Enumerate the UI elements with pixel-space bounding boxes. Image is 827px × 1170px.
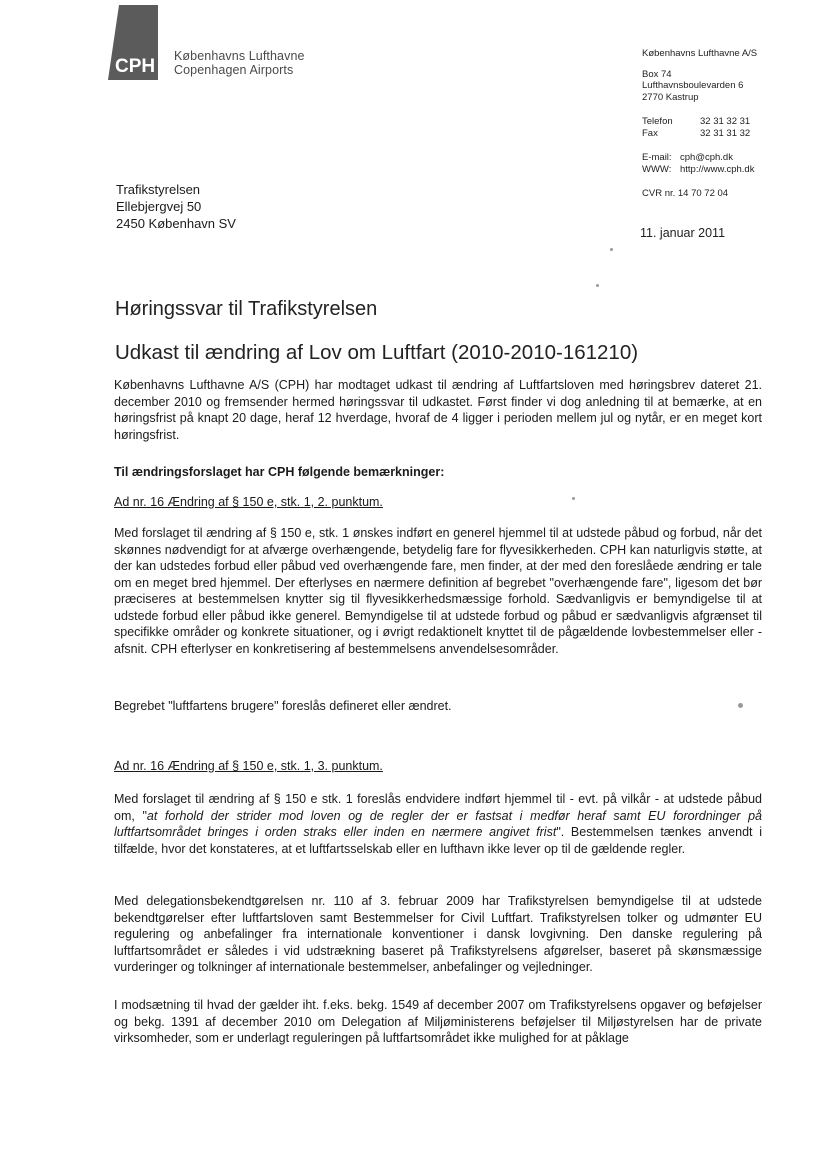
email-address: cph@cph.dk (680, 152, 733, 163)
section-2-text-b: ". Bestemmelsen tænkes anvendt i tilfælde, hvor det konstateres, at et luftfartsselskab eller en lufthavn ikke lever op til de gældende regler. (114, 825, 762, 856)
sender-fax-row (642, 128, 757, 140)
section-1-note: Begrebet "luftfartens brugere" foreslås defineret eller ændret. (114, 699, 452, 713)
section-2-quote: at forhold der strider mod loven og de regler der er fastsat i medfør heraf samt EU forordninger på luftfartsområdet bringes i orden straks eller inden en nærmere angivet frist (114, 808, 762, 839)
sender-address-2: Lufthavnsboulevarden 6 (642, 80, 744, 91)
logo-line-danish: Københavns Lufthavne (174, 49, 305, 63)
recipient-city: 2450 København SV (116, 216, 236, 231)
recipient-address (116, 181, 236, 232)
sender-address-3: 2770 Kastrup (642, 91, 699, 103)
scan-speck (610, 248, 613, 251)
email-label: E-mail: (642, 152, 672, 163)
phone-number: 32 31 32 31 (700, 116, 751, 127)
scan-speck (596, 284, 599, 287)
www-address: http://www.cph.dk (680, 163, 755, 175)
sender-info (642, 48, 757, 200)
remarks-heading: Til ændringsforslaget har CPH følgende bemærkninger: (114, 465, 445, 479)
sender-phone-row (642, 116, 757, 128)
sender-company: Københavns Lufthavne A/S (642, 48, 758, 59)
recipient-name: Trafikstyrelsen (116, 182, 201, 197)
sender-address-1: Box 74 (642, 68, 672, 80)
www-label: WWW: (642, 163, 672, 175)
intro-paragraph: Københavns Lufthavne A/S (CPH) har modtaget udkast til ændring af Luftfartsloven med høringsbrev dateret 21. december 2010 og fremsender hermed høringssvar til udkastet. Først finder vi dog anledning til at bemærke, at en høringsfrist på knapt 20 dage, heraf 12 hverdage, hvoraf de 4 ligger i perioden mellem jul og nytår, er en meget kort høringsfrist. (114, 378, 762, 442)
logo-mark-text: CPH (115, 56, 156, 77)
section-heading-1: Ad nr. 16 Ændring af § 150 e, stk. 1, 2. punktum. (114, 495, 383, 509)
phone-label: Telefon (642, 116, 673, 127)
delegation-paragraph: Med delegationsbekendtgørelsen nr. 110 af 3. februar 2009 har Trafikstyrelsen bemyndigelse til at udstede bekendtgørelser efter luftfartsloven samt Bestemmelser for Civil Luftfart. Trafikstyrelsen tolker og udmønter EU regulering og anbefalinger fra internationale konventioner i dansk lovgivning. Den danske regulering på luftfartsområdet er således i vid udstrækning baseret på Trafikstyrelsens afgørelser, baseret på skønsmæssige vurderinger og tolkninger af internationale bestemmelser, anbefalinger og vejledninger. (114, 894, 762, 974)
letter-date: 11. januar 2011 (640, 226, 726, 240)
sender-email-row (642, 152, 757, 164)
fax-label: Fax (642, 127, 658, 139)
logo-wordmark (174, 49, 305, 77)
sender-cvr: CVR nr. 14 70 72 04 (642, 188, 729, 199)
logo-line-english: Copenhagen Airports (174, 63, 294, 77)
appeal-paragraph: I modsætning til hvad der gælder iht. f.eks. bekg. 1549 af december 2007 om Trafikstyrelsens opgaver og beføjelser og bekg. 1391 af december 2010 om Delegation af Miljøministerens beføjelser til Miljøstyrelsen har de private virksomheder, som er underlagt reguleringen på luftfartsområdet ikke mulighed for at påklage (114, 998, 762, 1045)
scan-speck (738, 703, 743, 708)
cph-logo-mark (108, 5, 158, 80)
letter-title: Høringssvar til Trafikstyrelsen (115, 298, 378, 320)
letter-subject: Udkast til ændring af Lov om Luftfart (2010-2010-161210) (115, 341, 639, 364)
fax-number: 32 31 31 32 (700, 127, 751, 139)
section-2-text-a: Med forslaget til ændring af § 150 e stk. 1 foreslås endvidere indført hjemmel til - evt. på vilkår - at udstede påbud om, " (114, 792, 762, 823)
section-heading-2: Ad nr. 16 Ændring af § 150 e, stk. 1, 3. punktum. (114, 759, 383, 773)
section-2-paragraph (114, 791, 762, 857)
sender-www-row (642, 164, 757, 176)
section-1-paragraph: Med forslaget til ændring af § 150 e, stk. 1 ønskes indført en generel hjemmel til at udstede påbud og forbud, når det skønnes nødvendigt for at afværge overhængende, betydelig fare for flyvesikkerheden. CPH kan naturligvis støtte, at der kan udstedes forbud eller påbud ved overhængende fare, men finder, at der med den foreslåede ændring er tale om en meget bred hjemmel. Der efterlyses en nærmere definition af begrebet "overhængende fare", ligesom det bør præciseres at bestemmelsen knytter sig til flyvesikkerhedsmæssige forhold. Sædvanligvis er bemyndigelse til at udstede forbud eller påbud ikke generel. Bemyndigelse til at udstede forbud og påbud er sædvanligvis afgrænset til specifikke områder og konkrete situationer, og i øvrigt redaktionelt knyttet til de pågældende lovbestemmelser eller -afsnit. CPH efterlyser en konkretisering af bestemmelsens anvendelsesområder. (114, 526, 762, 656)
recipient-street: Ellebjergvej 50 (116, 199, 202, 214)
scan-speck (572, 497, 575, 500)
